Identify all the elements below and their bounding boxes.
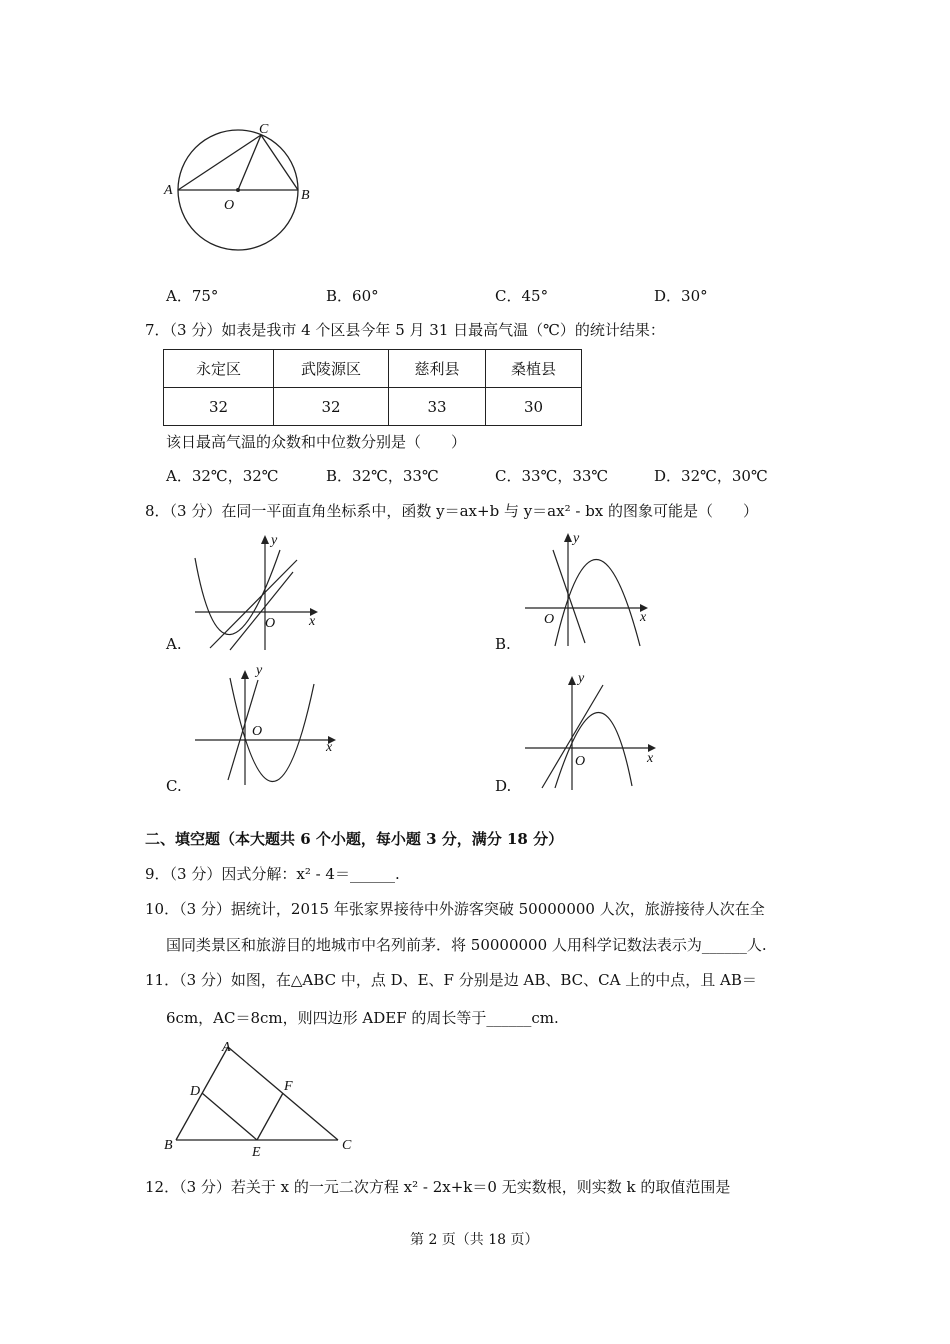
q8-option-b-label: B. [495,635,511,653]
axis-label-o: O [252,724,263,739]
table-header-cell: 桑植县 [486,350,582,388]
table-header-cell: 慈利县 [389,350,486,388]
axis-label-x: x [640,610,647,625]
section-heading: 二、填空题（本大题共 6 个小题，每小题 3 分，满分 18 分） [145,830,564,848]
axis-label-y: y [573,531,580,546]
q7-option-d: D．32℃，30℃ [654,467,768,485]
table-cell: 32 [274,388,389,426]
q6-option-b: B．60° [326,287,379,305]
table-header-cell: 永定区 [164,350,274,388]
graph-option-d [520,668,665,793]
q7-question: 该日最高气温的众数和中位数分别是（ ） [166,433,467,451]
table-header-cell: 武陵源区 [274,350,389,388]
q6-option-c: C．45° [495,287,549,305]
q7-option-a: A．32℃，32℃ [166,467,279,485]
graph-option-c [190,660,340,790]
graph-option-b [520,528,665,653]
axis-label-y: y [578,671,585,686]
point-label-f: F [284,1079,293,1094]
q6-option-a: A．75° [166,287,219,305]
axis-label-o: O [544,612,555,627]
q10-line2: 国同类景区和旅游目的地城市中名列前茅．将 50000000 人用科学记数法表示为______人. [166,936,767,954]
axis-label-y: y [256,663,263,678]
triangle-figure [158,1035,358,1160]
point-label-a: A [222,1040,231,1055]
table-cell: 33 [389,388,486,426]
table-cell: 32 [164,388,274,426]
q7-option-c: C．33℃，33℃ [495,467,609,485]
q7-option-b: B．32℃，33℃ [326,467,439,485]
circle-figure [160,118,320,258]
q8-option-d-label: D. [495,777,512,795]
table-row [164,350,582,388]
axis-label-x: x [309,614,316,629]
q6-option-d: D．30° [654,287,708,305]
point-label-e: E [252,1145,261,1160]
point-label-o: O [224,198,235,213]
point-label-c: C [259,122,269,137]
axis-label-o: O [265,616,276,631]
q8-stem: 8．（3 分）在同一平面直角坐标系中，函数 y＝ax+b 与 y＝ax² - bx 的图象可能是（ ） [145,502,759,520]
q7-stem: 7．（3 分）如表是我市 4 个区县今年 5 月 31 日最高气温（℃）的统计结果： [145,321,665,339]
page-number: 第 2 页（共 18 页） [410,1232,539,1248]
axis-label-y: y [271,533,278,548]
q8-option-a-label: A. [166,635,182,653]
axis-label-x: x [647,751,654,766]
q11-line2: 6cm，AC＝8cm，则四边形 ADEF 的周长等于______cm. [166,1009,559,1027]
table-cell: 30 [486,388,582,426]
table-row [164,388,582,426]
q10-line1: 10．（3 分）据统计，2015 年张家界接待中外游客突破 50000000 人次，旅游接待人次在全 [145,900,765,918]
point-label-d: D [190,1084,201,1099]
point-label-a: A [164,183,173,198]
axis-label-x: x [326,740,333,755]
point-label-c: C [342,1138,352,1153]
q12-text: 12．（3 分）若关于 x 的一元二次方程 x² - 2x+k＝0 无实数根，则实数 k 的取值范围是 [145,1178,731,1196]
point-label-b: B [164,1138,173,1153]
temperature-table [163,349,582,426]
q8-option-c-label: C. [166,777,182,795]
q9-text: 9．（3 分）因式分解：x² - 4＝______. [145,865,400,883]
axis-label-o: O [575,754,586,769]
q11-line1: 11．（3 分）如图，在△ABC 中，点 D、E、F 分别是边 AB、BC、CA 上的中点，且 AB＝ [145,971,757,989]
graph-option-a [185,530,335,655]
point-label-b: B [301,188,310,203]
